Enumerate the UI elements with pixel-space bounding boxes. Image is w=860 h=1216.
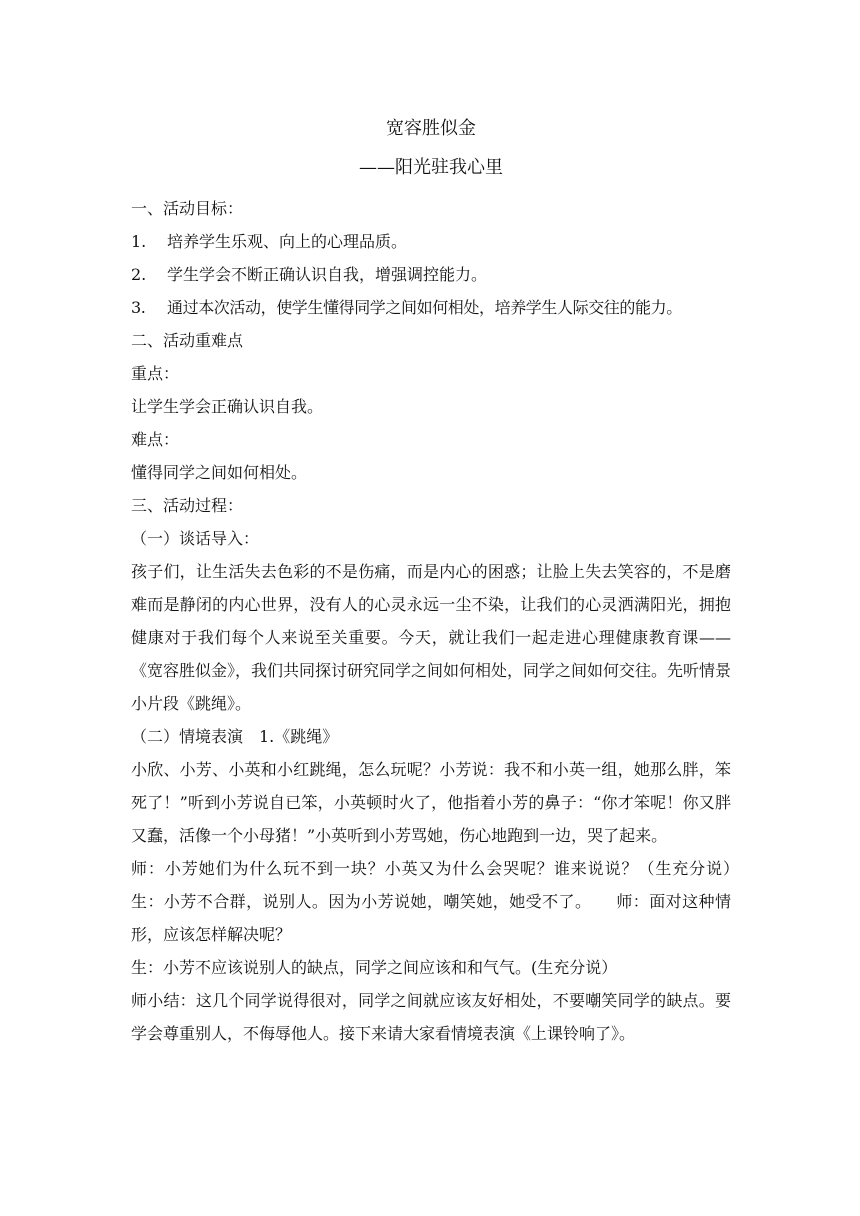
document-subtitle: ——阳光驻我心里	[359, 157, 503, 178]
part1-paragraph: 孩子们，让生活失去色彩的不是伤痛，而是内心的困惑；让脸上失去笑容的，不是磨难而是静闭的内心世界，没有人的心灵永远一尘不染，让我们的心灵洒满阳光，拥抱健康对于我们每个人来说至关重要。今天，就让我们一起走进心理健康教育课——《宽容胜似金》，我们共同探讨研究同学之间如何相处，同学之间如何交往。先听情景小片段《跳绳》。	[131, 562, 732, 713]
goal-number: 2.	[131, 265, 147, 284]
teacher-summary-paragraph: 师小结：这几个同学说得很对，同学之间就应该友好相处，不要嘲笑同学的缺点。要学会尊重别人，不侮辱他人。接下来请大家看情境表演《上课铃响了》。	[131, 991, 731, 1043]
document-title: 宽容胜似金	[386, 118, 476, 139]
part1-heading: （一）谈话导入：	[131, 529, 260, 548]
goal-number: 3.	[131, 298, 146, 317]
goal-text: 学生学会不断正确认识自我，增强调控能力。	[167, 265, 488, 284]
part2-story-paragraph: 小欣、小芳、小英和小红跳绳，怎么玩呢？小芳说：我不和小英一组，她那么胖，笨死了！”听到小芳说自已笨，小英顿时火了，他指着小芳的鼻子：“你才笨呢！你又胖又蠢，活像一个小母猪！”小英听到小芳骂她，伤心地跑到一边，哭了起来。	[131, 760, 731, 845]
goal-item	[131, 258, 731, 291]
part2-heading: （二）情境表演 1.《跳绳》	[131, 727, 339, 746]
difficulty-text: 懂得同学之间如何相处。	[131, 463, 308, 482]
key-point-label: 重点：	[131, 364, 180, 383]
goal-text: 培养学生乐观、向上的心理品质。	[167, 232, 408, 251]
section-heading-process: 三、活动过程：	[131, 496, 244, 515]
difficulty-label: 难点：	[131, 430, 180, 449]
goal-item	[131, 225, 731, 258]
goal-text: 通过本次活动，使学生懂得同学之间如何相处，培养学生人际交往的能力。	[167, 298, 682, 317]
goal-item	[131, 291, 731, 324]
section-heading-key-points: 二、活动重难点	[131, 331, 244, 350]
student-answer-paragraph: 生：小芳不应该说别人的缺点，同学之间应该和和气气。(生充分说）	[131, 958, 618, 977]
teacher-question-paragraph: 师：小芳她们为什么玩不到一块？小英又为什么会哭呢？谁来说说？（生充分说） 生：小芳不合群，说别人。因为小芳说她，嘲笑她，她受不了。 师：面对这种情形，应该怎样解决呢？	[131, 859, 748, 944]
key-point-text: 让学生学会正确认识自我。	[131, 397, 324, 416]
section-heading-goals: 一、活动目标：	[131, 199, 244, 218]
goal-number: 1.	[131, 232, 147, 251]
document-body	[131, 112, 748, 1050]
